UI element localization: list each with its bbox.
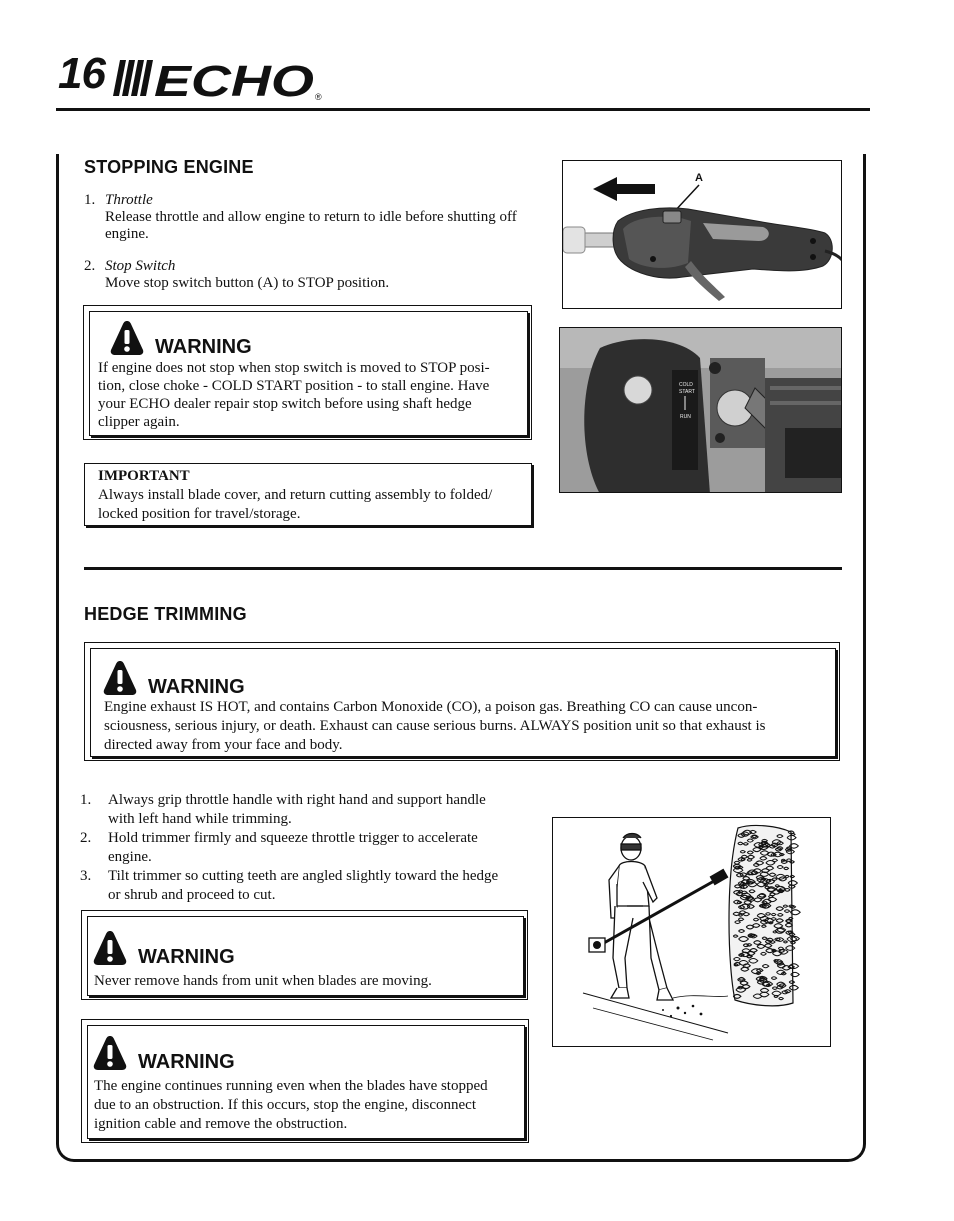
stopping-step-1 [84, 192, 544, 243]
step-line: Tilt trimmer so cutting teeth are angled slightly toward the hedge [108, 868, 499, 884]
section-divider [84, 567, 842, 570]
switch-label: START [679, 389, 695, 395]
warning-line: directed away from your face and body. [104, 737, 343, 753]
throttle-handle-photo [562, 160, 842, 309]
step-line: Hold trimmer firmly and squeeze throttle trigger to accelerate [108, 830, 478, 846]
step-line: Always grip throttle handle with right hand and support handle [108, 792, 486, 808]
warning-box-engine-running [81, 1019, 529, 1143]
warning-triangle-icon [102, 659, 138, 697]
header-rule [56, 108, 870, 111]
warning-line: The engine continues running even when the blades have stopped [94, 1078, 488, 1094]
warning-line: Engine exhaust IS HOT, and contains Carbon Monoxide (CO), a poison gas. Breathing CO can cause uncon- [104, 699, 758, 715]
warning-line: your ECHO dealer repair stop switch before using shaft hedge [98, 396, 472, 412]
important-label: IMPORTANT [98, 468, 190, 484]
list-item [80, 867, 530, 905]
warning-triangle-icon [92, 1034, 128, 1072]
important-text [98, 486, 530, 524]
warning-triangle-icon [92, 929, 128, 967]
warning-line: If engine does not stop when stop switch is moved to STOP posi- [98, 360, 490, 376]
engine-stop-switch-photo [559, 327, 842, 493]
warning-line: Never remove hands from unit when blades are moving. [94, 973, 432, 989]
warning-text [94, 972, 519, 990]
warning-line: tion, close choke - COLD START position - to stall engine. Have [98, 378, 490, 394]
stopping-step-2 [84, 258, 544, 292]
switch-label: RUN [680, 414, 691, 420]
step-title: Throttle [105, 192, 153, 208]
warning-label: WARNING [148, 676, 245, 698]
warning-line: sciousness, serious injury, or death. Exhaust can cause serious burns. ALWAYS position unit so that exhaust is [104, 718, 766, 734]
echo-logo [112, 56, 326, 102]
step-line: with left hand while trimming. [108, 811, 292, 827]
warning-label: WARNING [155, 336, 252, 358]
important-line: Always install blade cover, and return cutting assembly to folded/ [98, 487, 493, 503]
registered-mark: ® [315, 92, 322, 102]
step-title: Stop Switch [105, 258, 176, 274]
step-number: 3. [80, 868, 92, 884]
warning-text [98, 359, 528, 431]
brand-wordmark: ECHO [154, 57, 314, 102]
hedge-steps-list [80, 791, 530, 905]
step-text: Release throttle and allow engine to return to idle before shutting off engine. [105, 209, 517, 242]
warning-line: due to an obstruction. If this occurs, stop the engine, disconnect [94, 1097, 476, 1113]
list-item [80, 829, 530, 867]
warning-box-hands [81, 910, 528, 1000]
page-number: 16 [58, 49, 105, 98]
warning-box-exhaust [84, 642, 840, 761]
hedge-trimming-title: HEDGE TRIMMING [84, 604, 247, 624]
warning-text [104, 698, 834, 755]
warning-text [94, 1077, 522, 1134]
step-number: 2. [80, 830, 92, 846]
step-line: engine. [108, 849, 152, 865]
warning-box-stop-switch [83, 305, 532, 440]
photo-callout-label: A [695, 172, 703, 184]
step-text: Move stop switch button (A) to STOP position. [105, 275, 390, 291]
warning-label: WARNING [138, 1051, 235, 1073]
warning-line: ignition cable and remove the obstruction. [94, 1116, 348, 1132]
warning-label: WARNING [138, 946, 235, 968]
list-item [80, 791, 530, 829]
switch-label: COLD [679, 382, 693, 388]
hedge-trimming-illustration [552, 817, 831, 1047]
step-line: or shrub and proceed to cut. [108, 887, 276, 903]
stopping-engine-title: STOPPING ENGINE [84, 157, 254, 177]
warning-line: clipper again. [98, 414, 180, 430]
step-number: 1. [80, 792, 92, 808]
step-number: 2. [84, 258, 96, 274]
step-number: 1. [84, 192, 96, 208]
important-box [84, 463, 532, 526]
warning-triangle-icon [109, 319, 145, 357]
important-line: locked position for travel/storage. [98, 506, 301, 522]
